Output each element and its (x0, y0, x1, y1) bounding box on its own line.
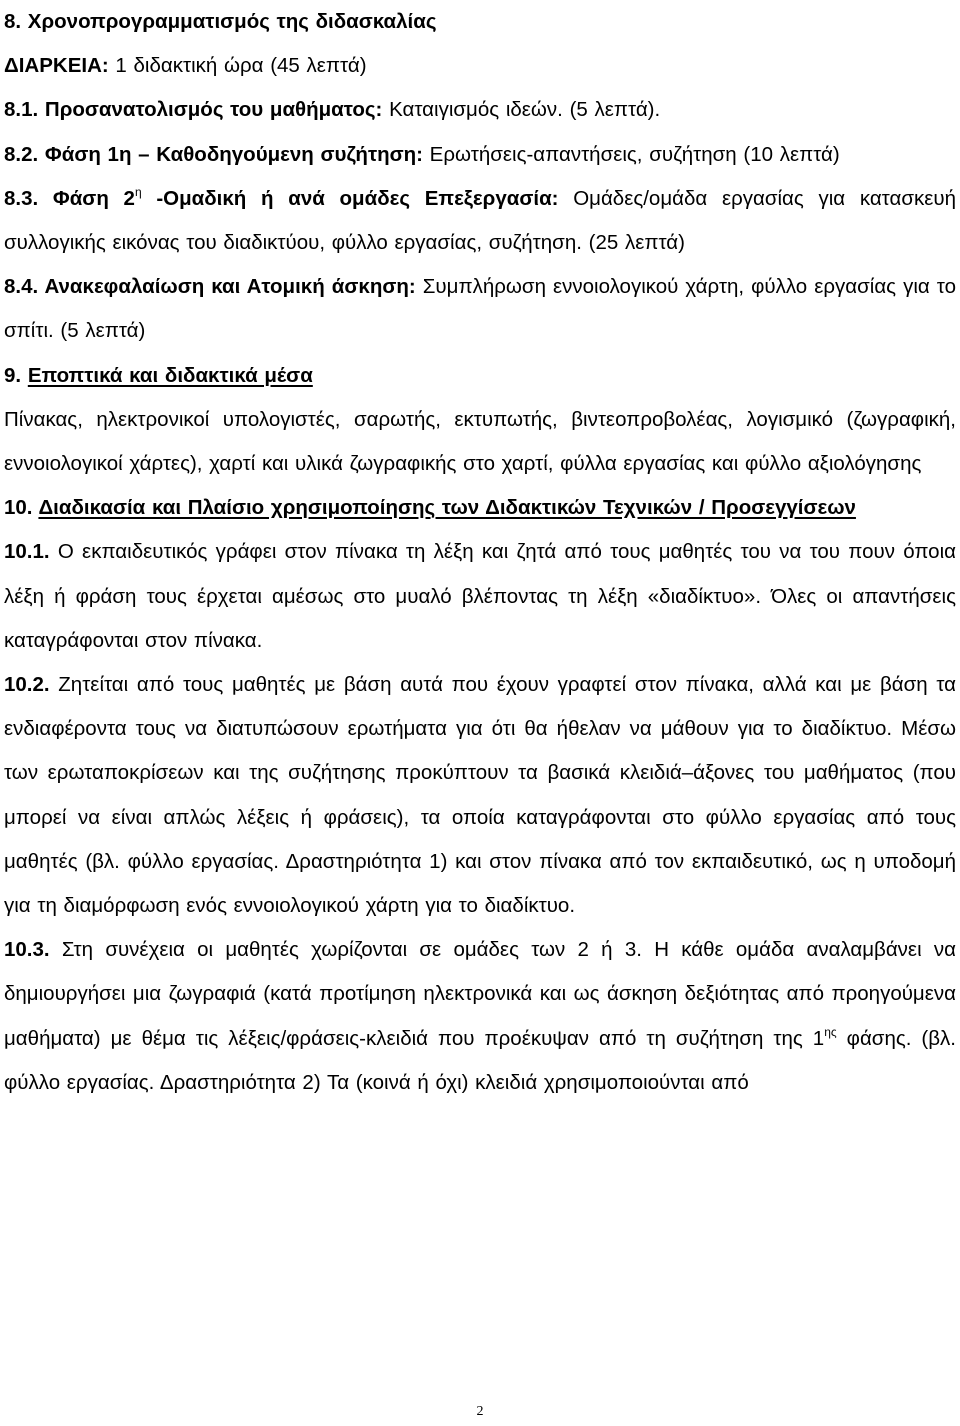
section-10-3-superscript: ης (824, 1024, 837, 1039)
section-9-heading (4, 354, 956, 398)
section-10-title: Διαδικασία και Πλαίσιο χρησιμοποίησης των Διδακτικών Τεχνικών / Προσεγγίσεων (38, 496, 856, 520)
section-8-4 (4, 265, 956, 353)
section-10-1 (4, 530, 956, 663)
section-10-number: 10. (4, 496, 33, 520)
section-10-3-text-b: φάσης. (βλ. φύλλο εργασίας. Δραστηριότητα 2) Τα (κοινά ή όχι) κλειδιά χρησιμοποιούνται από (4, 1026, 956, 1094)
section-10-2-text: Ζητείται από τους μαθητές με βάση αυτά που έχουν γραφτεί στον πίνακα, αλλά και με βάση τα ενδιαφέροντα τους να διατυπώσουν ερωτήματα για ότι θα ήθελαν να μάθουν για το διαδίκτυο. Μέσω των ερωταποκρίσεων και της συζήτησης προκύπτουν τα βασικά κλειδιά–άξονες του μαθήματος (που μπορεί να είναι απλώς λέξεις ή φράσεις), τα οποία καταγράφονται στο φύλλο εργασίας από τους μαθητές (βλ. φύλλο εργασίας. Δραστηριότητα 1) και στον πίνακα από τον εκπαιδευτικό, ως η υποδομή για τη διαμόρφωση ενός εννοιολογικού χάρτη για το διαδίκτυο. (4, 673, 956, 918)
section-9-title: Εποπτικά και διδακτικά μέσα (27, 363, 313, 387)
section-8-2-text: Ερωτήσεις-απαντήσεις, συζήτηση (10 λεπτά) (422, 142, 840, 166)
section-8-2 (4, 133, 956, 177)
section-10-3 (4, 928, 956, 1105)
section-8-heading: 8. Χρονοπρογραμματισμός της διδασκαλίας (4, 10, 437, 33)
section-8-1-label: 8.1. Προσανατολισμός του μαθήματος: (4, 98, 383, 122)
section-10-1-text: Ο εκπαιδευτικός γράφει στον πίνακα τη λέξη και ζητά από τους μαθητές του να του πουν όποια λέξη ή φράση τους έρχεται αμέσως στο μυαλό βλέποντας τη λέξη «διαδίκτυο». Όλες οι απαντήσεις καταγράφονται στον πίνακα. (4, 540, 956, 652)
section-10-2-label: 10.2. (4, 673, 50, 697)
section-8-3-superscript: η (134, 184, 142, 199)
section-8-1-text: Καταιγισμός ιδεών. (5 λεπτά). (382, 98, 661, 122)
section-8-3-text: Ομάδες/ομάδα εργασίας για κατασκευή συλλογικής εικόνας του διαδικτύου, φύλλο εργασίας, συζήτηση. (25 λεπτά) (4, 186, 956, 255)
section-10-1-label: 10.1. (4, 540, 50, 564)
section-8-1 (4, 88, 956, 132)
section-10-3-text-a: Στη συνέχεια οι μαθητές χωρίζονται σε ομάδες των 2 ή 3. Η κάθε ομάδα αναλαμβάνει να δημιουργήσει μια ζωγραφιά (κατά προτίμηση ηλεκτρονικά και ως άσκηση δεξιότητας από προηγούμενα μαθήματα) με θέμα τις λέξεις/φράσεις-κλειδιά που προέκυψαν από τη συζήτηση της 1 (4, 938, 956, 1050)
page-number: 2 (476, 1404, 484, 1419)
duration-value: 1 διδακτική ώρα (45 λεπτά) (108, 54, 367, 78)
section-8-4-text: Συμπλήρωση εννοιολογικού χάρτη, φύλλο εργασίας για το σπίτι. (5 λεπτά) (4, 275, 956, 343)
section-8-3-label-a: 8.3. Φάση 2 (4, 186, 135, 210)
section-8-2-label: 8.2. Φάση 1η – Καθοδηγούμενη συζήτηση: (4, 142, 423, 166)
section-9-text: Πίνακας, ηλεκτρονικοί υπολογιστές, σαρωτής, εκτυπωτής, βιντεοπροβολέας, λογισμικό (ζωγραφική, εννοιολογικοί χάρτες), χαρτί και υλικά ζωγραφικής στο χαρτί, φύλλα εργασίας και φύλλο αξιολόγησης (4, 407, 956, 476)
section-10-heading (4, 486, 956, 530)
section-8-3 (4, 177, 956, 265)
section-8-3-label-b: -Ομαδική ή ανά ομάδες Επεξεργασία: (141, 186, 559, 210)
section-10-3-label: 10.3. (4, 938, 50, 962)
duration-label: ΔΙΑΡΚΕΙΑ: (4, 54, 109, 78)
section-8-4-label: 8.4. Ανακεφαλαίωση και Ατομική άσκηση: (4, 275, 416, 299)
section-9-number: 9. (4, 363, 22, 387)
duration-line (4, 44, 956, 88)
section-10-2 (4, 663, 956, 928)
